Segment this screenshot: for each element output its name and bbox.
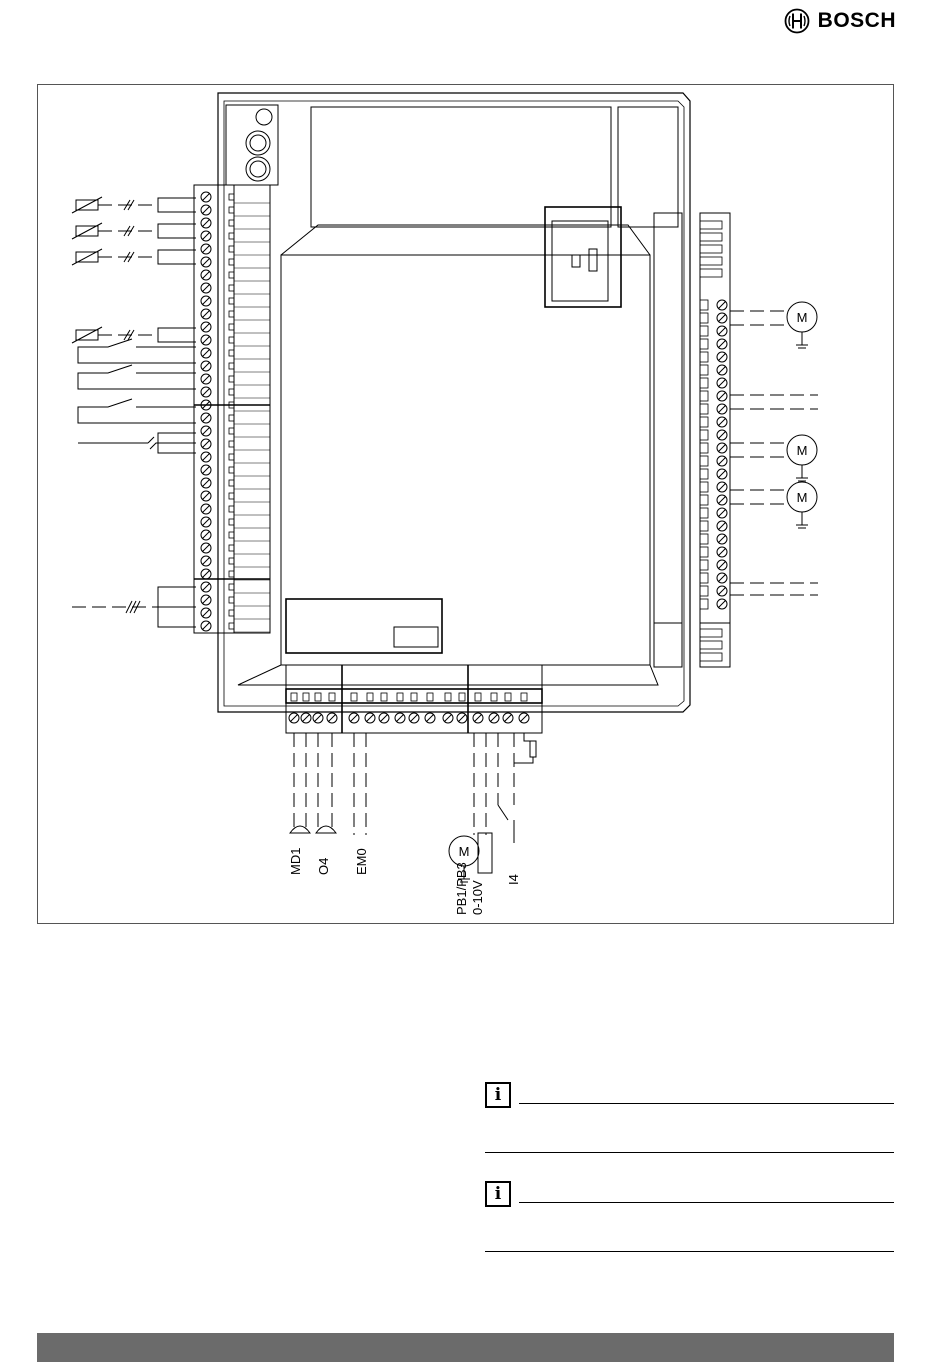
screw-slot [203,194,210,201]
label-md1: MD1 [288,847,303,875]
screw-slot [719,549,726,556]
screw-slot [203,467,210,474]
screw-slot [411,715,418,722]
signal-wire [78,433,196,453]
screw-slot [719,523,726,530]
terminal-pin [700,521,708,531]
terminal-pin [229,506,234,512]
sensor-wire [158,328,196,342]
terminal-pin [291,693,297,701]
plug-connector [700,629,722,637]
connector-cap [316,826,336,833]
screw-slot [203,285,210,292]
terminal-pin [700,482,708,492]
plug-connector [700,653,722,661]
screw-slot [719,510,726,517]
info-note-1 [485,1082,894,1154]
terminal-pin [459,693,465,701]
screw-slot [719,302,726,309]
plug-connector [700,245,722,253]
screw-slot [203,376,210,383]
terminal-pin [397,693,403,701]
terminal-pin [700,417,708,427]
screw-slot [203,324,210,331]
screw-slot [203,519,210,526]
label-em0: EM0 [354,848,369,875]
terminal-pin [229,220,234,226]
screw-slot [203,532,210,539]
terminal-pin [229,285,234,291]
label-i4: I4 [506,874,521,885]
screw-slot [505,715,512,722]
bosch-armature-icon [784,8,810,34]
screw-slot [203,220,210,227]
terminal-pin [229,610,234,616]
terminal-pin [229,597,234,603]
screw-slot [203,350,210,357]
screw-slot [719,458,726,465]
terminal-pin [700,573,708,583]
terminal-pin [427,693,433,701]
terminal-pin [700,586,708,596]
screw-slot [203,584,210,591]
screw-slot [203,480,210,487]
terminal-pin [229,207,234,213]
ground-symbol [796,465,808,481]
screw-slot [203,311,210,318]
screw-slot [719,328,726,335]
screw-slot [397,715,404,722]
terminal-pin [411,693,417,701]
screw-slot [203,246,210,253]
terminal-pin [700,599,708,609]
screw-slot [203,571,210,578]
sensor-wire [158,198,196,212]
screw-slot [491,715,498,722]
pump-body [478,833,492,873]
screw-slot [719,419,726,426]
motor-label: M [796,490,808,505]
terminal-pin [229,363,234,369]
screw-slot [719,536,726,543]
screw-slot [203,298,210,305]
terminal-pin [700,352,708,362]
screw-slot [351,715,358,722]
terminal-pin [329,693,335,701]
terminal-pin [505,693,511,701]
terminal-pin [475,693,481,701]
sensor-wire [158,250,196,264]
terminal-pin [229,441,234,447]
terminal-pin [700,365,708,375]
info-note-divider [519,1103,894,1104]
screw-slot [719,471,726,478]
screw-slot [719,575,726,582]
terminal-pin [229,376,234,382]
terminal-pin [700,443,708,453]
screw-slot [521,715,528,722]
screw-slot [719,601,726,608]
screw-slot [427,715,434,722]
screw-slot [329,715,336,722]
terminal-pin [229,519,234,525]
switch-contact [78,365,196,389]
wiring-diagram [37,84,894,924]
screw-slot [719,393,726,400]
i4-resistor [530,741,536,757]
terminal-pin [229,454,234,460]
switch-contact [78,399,196,423]
info-note-divider [519,1202,894,1203]
info-note-2 [485,1181,894,1253]
wiring-diagram-drawing [38,85,895,925]
screw-slot [203,337,210,344]
screw-slot [719,315,726,322]
plug-connector [700,269,722,277]
terminal-pin [229,194,234,200]
terminal-pin [229,493,234,499]
screw-slot [719,367,726,374]
screw-slot [203,363,210,370]
info-note-divider [485,1251,894,1252]
screw-slot [475,715,482,722]
screw-slot [719,432,726,439]
screw-slot [719,380,726,387]
terminal-pin [491,693,497,701]
brand-logo [784,8,896,34]
ground-symbol [796,512,808,528]
plug-connector [700,641,722,649]
terminal-pin [229,428,234,434]
terminal-pin [229,272,234,278]
terminal-pin [229,467,234,473]
terminal-pin [229,623,234,629]
screw-slot [381,715,388,722]
screw-slot [203,623,210,630]
terminal-pin [229,389,234,395]
screw-slot [719,406,726,413]
terminal-pin [229,259,234,265]
terminal-pin [229,337,234,343]
terminal-pin [700,508,708,518]
screw-slot [203,233,210,240]
terminal-pin [700,547,708,557]
screw-slot [719,354,726,361]
screw-slot [203,207,210,214]
terminal-pin [229,298,234,304]
terminal-pin [229,532,234,538]
switch-contact [78,339,196,363]
screw-slot [203,558,210,565]
terminal-pin [700,339,708,349]
terminal-pin [229,480,234,486]
screw-slot [203,597,210,604]
plug-connector [700,257,722,265]
terminal-pin [229,584,234,590]
screw-slot [203,506,210,513]
terminal-pin [700,495,708,505]
terminal-pin [229,233,234,239]
screw-slot [719,497,726,504]
plug-connector [700,221,722,229]
motor-label: M [796,443,808,458]
label-o4: O4 [316,857,331,875]
terminal-pin [229,415,234,421]
info-note-divider [485,1152,894,1153]
bus-wire [158,587,196,627]
terminal-pin [700,326,708,336]
terminal-pin [303,693,309,701]
screw-slot [719,562,726,569]
terminal-pin [700,378,708,388]
screw-slot [203,441,210,448]
motor-label: M [796,310,808,325]
terminal-pin [700,313,708,323]
terminal-pin [229,311,234,317]
screw-slot [315,715,322,722]
terminal-pin [700,469,708,479]
terminal-pin [700,534,708,544]
screw-slot [445,715,452,722]
terminal-pin [229,324,234,330]
sensor-wire [158,224,196,238]
terminal-pin [315,693,321,701]
screw-slot [303,715,310,722]
terminal-pin [367,693,373,701]
plug-connector [700,233,722,241]
screw-slot [719,341,726,348]
motor-label: M [458,844,470,859]
footer-bar [37,1333,894,1362]
terminal-pin [700,391,708,401]
terminal-pin [700,560,708,570]
screw-slot [203,415,210,422]
label-pb1-pb3: PB1/PB3 [454,862,469,915]
terminal-pin [700,300,708,310]
terminal-pin [700,404,708,414]
terminal-pin [700,430,708,440]
terminal-pin [229,571,234,577]
ground-symbol [796,332,808,348]
terminal-pin [521,693,527,701]
screw-slot [203,454,210,461]
screw-slot [203,610,210,617]
screw-slot [203,428,210,435]
terminal-pin [445,693,451,701]
screw-slot [719,445,726,452]
screw-slot [203,259,210,266]
info-icon: i [485,1181,511,1207]
terminal-pin [351,693,357,701]
terminal-pin [229,545,234,551]
info-icon: i [485,1082,511,1108]
terminal-pin [381,693,387,701]
screw-slot [367,715,374,722]
screw-slot [719,588,726,595]
screw-slot [203,389,210,396]
brand-name: BOSCH [817,9,896,32]
terminal-pin [229,350,234,356]
screw-slot [459,715,466,722]
screw-slot [203,545,210,552]
terminal-pin [700,456,708,466]
i4-switch [498,805,508,820]
terminal-pin [229,246,234,252]
terminal-pin [229,558,234,564]
screw-slot [719,484,726,491]
screw-slot [203,493,210,500]
screw-slot [203,272,210,279]
label-voltage: 0-10V [470,880,485,915]
screw-slot [291,715,298,722]
connector-cap [290,826,310,833]
